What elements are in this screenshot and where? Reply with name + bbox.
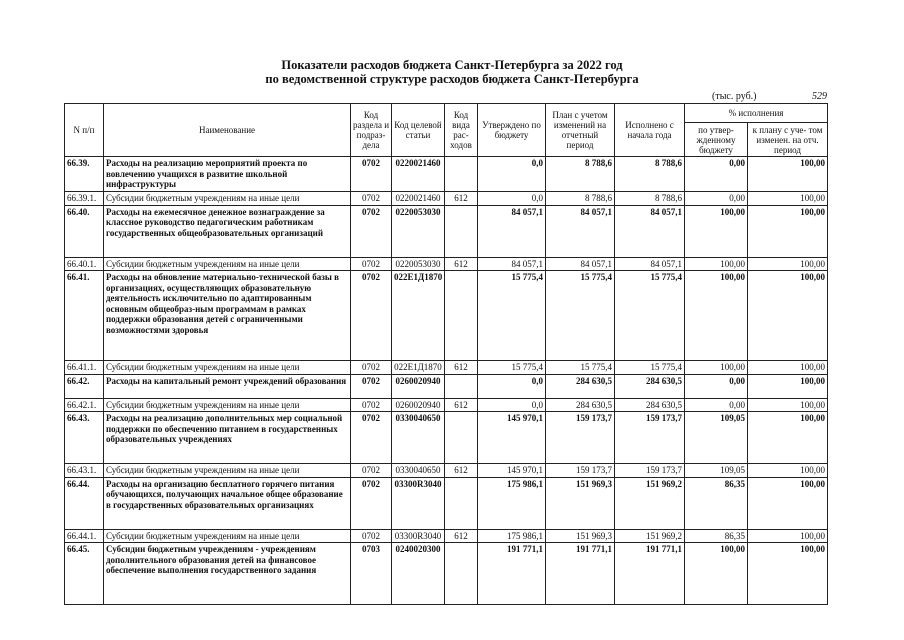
row-percent-plan: 100,00 bbox=[748, 412, 828, 464]
row-approved: 0,0 bbox=[478, 192, 546, 206]
row-name: Субсидии бюджетным учреждениям на иные цели bbox=[104, 192, 351, 206]
row-expense-type-code bbox=[445, 543, 478, 605]
row-section-code: 0702 bbox=[351, 412, 392, 464]
table-row bbox=[65, 374, 828, 398]
table-row bbox=[65, 412, 828, 464]
row-percent-plan: 100,00 bbox=[748, 205, 828, 257]
row-name: Субсидии бюджетным учреждениям - учреждениям дополнительного образования детей на финансовое обеспечение выполнения государственного задания bbox=[104, 543, 351, 605]
header-expense-type-code: Код вида рас- ходов bbox=[445, 104, 478, 157]
row-name: Расходы на реализацию дополнительных мер социальной поддержки по обеспечению питанием в государственных образовательных учреждениях bbox=[104, 412, 351, 464]
row-expense-type-code: 612 bbox=[445, 257, 478, 271]
row-target-code: 03300R3040 bbox=[392, 529, 445, 543]
row-percent-approved: 86,35 bbox=[685, 477, 748, 529]
row-plan: 8 788,6 bbox=[546, 157, 615, 192]
row-target-code: 0260020940 bbox=[392, 398, 445, 412]
row-executed: 284 630,5 bbox=[615, 398, 685, 412]
row-executed: 8 788,6 bbox=[615, 157, 685, 192]
row-percent-plan: 100,00 bbox=[748, 361, 828, 375]
row-approved: 15 775,4 bbox=[478, 361, 546, 375]
row-percent-approved: 109,05 bbox=[685, 464, 748, 478]
table-body bbox=[65, 157, 828, 605]
row-section-code: 0702 bbox=[351, 464, 392, 478]
row-executed: 84 057,1 bbox=[615, 205, 685, 257]
units-label: (тыс. руб.) bbox=[712, 91, 757, 102]
row-executed: 151 969,2 bbox=[615, 477, 685, 529]
row-plan: 15 775,4 bbox=[546, 271, 615, 361]
table-row bbox=[65, 398, 828, 412]
row-section-code: 0703 bbox=[351, 543, 392, 605]
budget-table bbox=[64, 103, 828, 605]
row-number: 66.40. bbox=[65, 205, 104, 257]
row-number: 66.43.1. bbox=[65, 464, 104, 478]
row-percent-approved: 100,00 bbox=[685, 257, 748, 271]
row-percent-approved: 0,00 bbox=[685, 398, 748, 412]
row-expense-type-code bbox=[445, 271, 478, 361]
row-approved: 145 970,1 bbox=[478, 464, 546, 478]
row-section-code: 0702 bbox=[351, 257, 392, 271]
row-expense-type-code bbox=[445, 157, 478, 192]
row-name: Субсидии бюджетным учреждениям на иные цели bbox=[104, 464, 351, 478]
row-expense-type-code: 612 bbox=[445, 361, 478, 375]
row-percent-approved: 100,00 bbox=[685, 271, 748, 361]
row-percent-plan: 100,00 bbox=[748, 257, 828, 271]
row-target-code: 0220053030 bbox=[392, 257, 445, 271]
row-approved: 0,0 bbox=[478, 398, 546, 412]
page-number: 529 bbox=[812, 91, 827, 102]
row-executed: 159 173,7 bbox=[615, 464, 685, 478]
row-target-code: 0220021460 bbox=[392, 157, 445, 192]
row-percent-plan: 100,00 bbox=[748, 271, 828, 361]
header-num: N п/п bbox=[65, 104, 104, 157]
row-plan: 159 173,7 bbox=[546, 412, 615, 464]
header-section-code: Код раздела и подраз- дела bbox=[351, 104, 392, 157]
table-row bbox=[65, 361, 828, 375]
table-row bbox=[65, 529, 828, 543]
row-section-code: 0702 bbox=[351, 477, 392, 529]
table-row bbox=[65, 477, 828, 529]
row-name: Субсидии бюджетным учреждениям на иные цели bbox=[104, 257, 351, 271]
header-percent-plan: к плану с уче- том изменен. на отч. период bbox=[748, 123, 828, 157]
row-expense-type-code: 612 bbox=[445, 529, 478, 543]
row-section-code: 0702 bbox=[351, 157, 392, 192]
table-row bbox=[65, 257, 828, 271]
row-number: 66.44.1. bbox=[65, 529, 104, 543]
row-name: Расходы на ежемесячное денежное вознаграждение за классное руководство педагогическим работникам государственных общеобразовательных организаций bbox=[104, 205, 351, 257]
row-percent-approved: 100,00 bbox=[685, 361, 748, 375]
row-section-code: 0702 bbox=[351, 529, 392, 543]
row-expense-type-code: 612 bbox=[445, 464, 478, 478]
row-target-code: 0220053030 bbox=[392, 205, 445, 257]
table-row bbox=[65, 157, 828, 192]
row-name: Расходы на организацию бесплатного горячего питания обучающихся, получающих начальное общее образование в государственных образовательных организациях bbox=[104, 477, 351, 529]
row-target-code: 0260020940 bbox=[392, 374, 445, 398]
row-number: 66.42.1. bbox=[65, 398, 104, 412]
row-section-code: 0702 bbox=[351, 398, 392, 412]
row-approved: 0,0 bbox=[478, 157, 546, 192]
header-percent-group: % исполнения bbox=[685, 104, 828, 123]
row-percent-approved: 100,00 bbox=[685, 543, 748, 605]
header-plan: План с учетом изменений на отчетный период bbox=[546, 104, 615, 157]
row-name: Расходы на реализацию мероприятий проекта по вовлечению учащихся в развитие школьной инфраструктуры bbox=[104, 157, 351, 192]
row-section-code: 0702 bbox=[351, 192, 392, 206]
row-approved: 0,0 bbox=[478, 374, 546, 398]
row-executed: 84 057,1 bbox=[615, 257, 685, 271]
row-plan: 191 771,1 bbox=[546, 543, 615, 605]
row-number: 66.39. bbox=[65, 157, 104, 192]
row-section-code: 0702 bbox=[351, 271, 392, 361]
row-executed: 284 630,5 bbox=[615, 374, 685, 398]
report-title-line-2: по ведомственной структуре расходов бюджета Санкт-Петербурга bbox=[265, 72, 639, 86]
row-percent-approved: 0,00 bbox=[685, 157, 748, 192]
row-approved: 145 970,1 bbox=[478, 412, 546, 464]
row-target-code: 0220021460 bbox=[392, 192, 445, 206]
row-percent-approved: 100,00 bbox=[685, 205, 748, 257]
row-executed: 151 969,2 bbox=[615, 529, 685, 543]
row-approved: 191 771,1 bbox=[478, 543, 546, 605]
header-target-code: Код целевой статьи bbox=[392, 104, 445, 157]
row-approved: 84 057,1 bbox=[478, 257, 546, 271]
row-target-code: 022E1Д1870 bbox=[392, 271, 445, 361]
row-percent-plan: 100,00 bbox=[748, 529, 828, 543]
row-plan: 8 788,6 bbox=[546, 192, 615, 206]
row-expense-type-code bbox=[445, 477, 478, 529]
row-approved: 175 986,1 bbox=[478, 477, 546, 529]
row-percent-plan: 100,00 bbox=[748, 192, 828, 206]
row-plan: 159 173,7 bbox=[546, 464, 615, 478]
row-executed: 191 771,1 bbox=[615, 543, 685, 605]
row-executed: 159 173,7 bbox=[615, 412, 685, 464]
row-name: Расходы на обновление материально-технической базы в организациях, осуществляющих образовательную деятельность исключительно по адаптированным основным общеобраз-ным программам в рамках поддержки образования детей с ограниченными возможностями здоровья bbox=[104, 271, 351, 361]
row-number: 66.44. bbox=[65, 477, 104, 529]
row-expense-type-code: 612 bbox=[445, 192, 478, 206]
row-target-code: 022E1Д1870 bbox=[392, 361, 445, 375]
row-plan: 284 630,5 bbox=[546, 398, 615, 412]
row-target-code: 0240020300 bbox=[392, 543, 445, 605]
row-number: 66.41.1. bbox=[65, 361, 104, 375]
row-number: 66.40.1. bbox=[65, 257, 104, 271]
row-percent-plan: 100,00 bbox=[748, 464, 828, 478]
row-name: Расходы на капитальный ремонт учреждений образования bbox=[104, 374, 351, 398]
row-plan: 284 630,5 bbox=[546, 374, 615, 398]
row-name: Субсидии бюджетным учреждениям на иные цели bbox=[104, 361, 351, 375]
row-percent-plan: 100,00 bbox=[748, 374, 828, 398]
header-executed: Исполнено с начала года bbox=[615, 104, 685, 157]
row-plan: 151 969,3 bbox=[546, 529, 615, 543]
header-name: Наименование bbox=[104, 104, 351, 157]
table-row bbox=[65, 464, 828, 478]
row-number: 66.41. bbox=[65, 271, 104, 361]
row-number: 66.42. bbox=[65, 374, 104, 398]
row-percent-plan: 100,00 bbox=[748, 398, 828, 412]
row-plan: 84 057,1 bbox=[546, 257, 615, 271]
row-target-code: 03300R3040 bbox=[392, 477, 445, 529]
row-target-code: 0330040650 bbox=[392, 464, 445, 478]
table-row bbox=[65, 205, 828, 257]
table-row bbox=[65, 271, 828, 361]
row-name: Субсидии бюджетным учреждениям на иные цели bbox=[104, 398, 351, 412]
row-expense-type-code bbox=[445, 374, 478, 398]
row-plan: 84 057,1 bbox=[546, 205, 615, 257]
row-plan: 15 775,4 bbox=[546, 361, 615, 375]
row-percent-approved: 109,05 bbox=[685, 412, 748, 464]
row-percent-approved: 86,35 bbox=[685, 529, 748, 543]
row-plan: 151 969,3 bbox=[546, 477, 615, 529]
row-number: 66.43. bbox=[65, 412, 104, 464]
row-percent-plan: 100,00 bbox=[748, 157, 828, 192]
row-approved: 84 057,1 bbox=[478, 205, 546, 257]
row-executed: 15 775,4 bbox=[615, 271, 685, 361]
row-number: 66.39.1. bbox=[65, 192, 104, 206]
row-section-code: 0702 bbox=[351, 205, 392, 257]
table-row bbox=[65, 192, 828, 206]
row-approved: 15 775,4 bbox=[478, 271, 546, 361]
row-percent-plan: 100,00 bbox=[748, 543, 828, 605]
row-section-code: 0702 bbox=[351, 374, 392, 398]
row-section-code: 0702 bbox=[351, 361, 392, 375]
report-title-line-1: Показатели расходов бюджета Санкт-Петербурга за 2022 год bbox=[281, 58, 623, 72]
row-expense-type-code bbox=[445, 205, 478, 257]
header-approved: Утверждено по бюджету bbox=[478, 104, 546, 157]
row-number: 66.45. bbox=[65, 543, 104, 605]
row-expense-type-code bbox=[445, 412, 478, 464]
table-row bbox=[65, 543, 828, 605]
row-percent-approved: 0,00 bbox=[685, 192, 748, 206]
row-percent-plan: 100,00 bbox=[748, 477, 828, 529]
row-expense-type-code: 612 bbox=[445, 398, 478, 412]
row-target-code: 0330040650 bbox=[392, 412, 445, 464]
row-name: Субсидии бюджетным учреждениям на иные цели bbox=[104, 529, 351, 543]
row-percent-approved: 0,00 bbox=[685, 374, 748, 398]
row-executed: 8 788,6 bbox=[615, 192, 685, 206]
header-percent-approved: по утвер- жденному бюджету bbox=[685, 123, 748, 157]
row-executed: 15 775,4 bbox=[615, 361, 685, 375]
row-approved: 175 986,1 bbox=[478, 529, 546, 543]
